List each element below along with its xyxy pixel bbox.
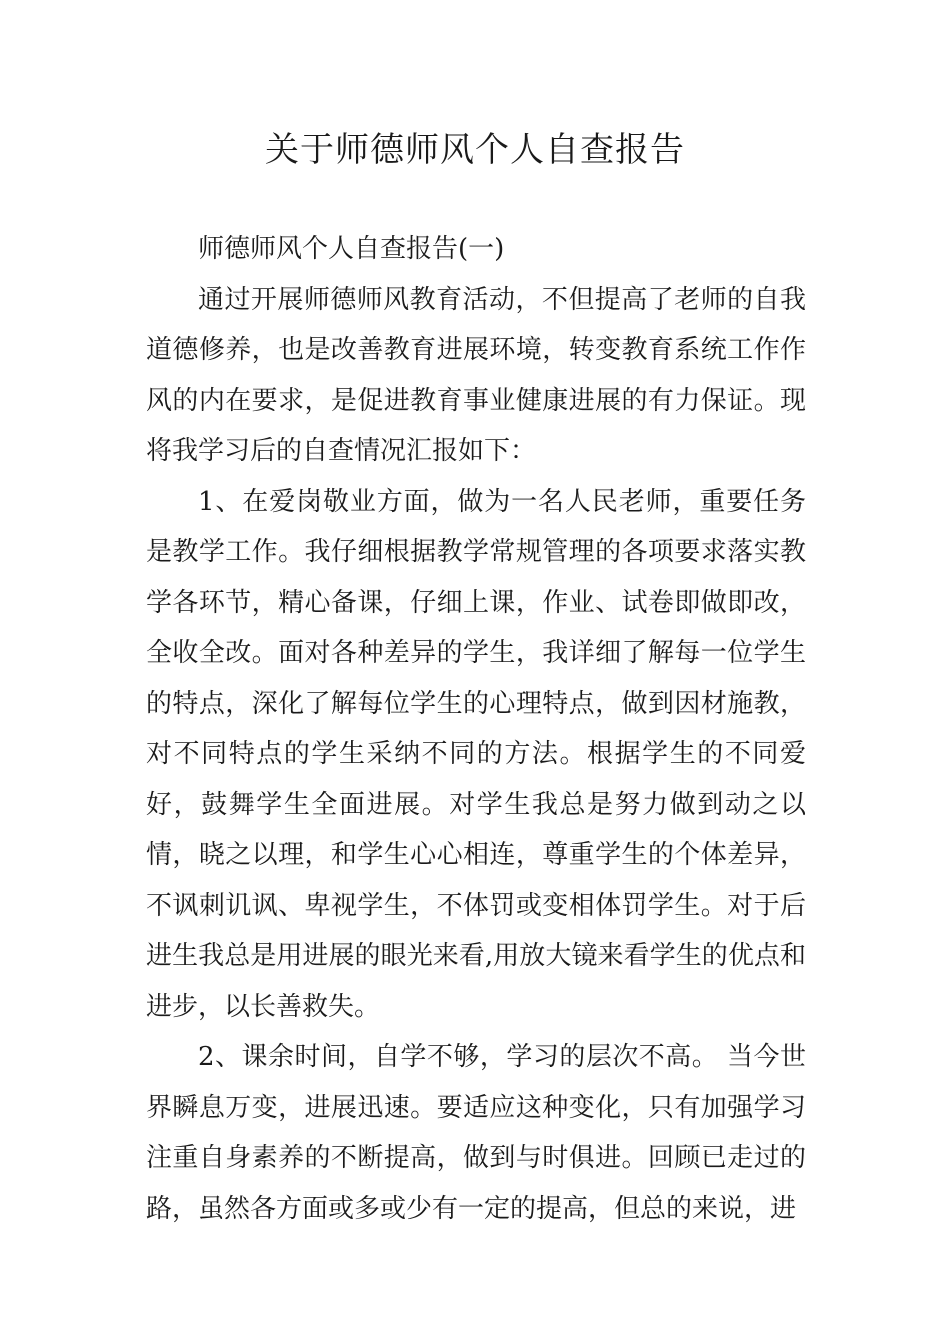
paragraph-intro: 通过开展师德师风教育活动，不但提高了老师的自我道德修养，也是改善教育进展环境，转变教育系统工作作风的内在要求，是促进教育事业健康进展的有力保证。现将我学习后的自查情况汇报如下： [146, 284, 806, 466]
paragraph-item-1: 1、在爱岗敬业方面，做为一名人民老师，重要任务是教学工作。我仔细根据教学常规管理的各项要求落实教学各环节，精心备课，仔细上课，作业、试卷即做即改，全收全改。面对各种差异的学生，我详细了解每一位学生的特点，深化了解每位学生的心理特点，做到因材施教，对不同特点的学生采纳不同的方法。根据学生的不同爱好，鼓舞学生全面进展。对学生我总是努力做到动之以情，晓之以理，和学生心心相连，尊重学生的个体差异，不讽刺讥讽、卑视学生，不体罚或变相体罚学生。对于后进生我总是用进展的眼光来看,用放大镜来看学生的优点和进步，以长善救失。 [146, 486, 806, 1022]
document-title: 关于师德师风个人自查报告 [265, 130, 685, 170]
document-body [146, 224, 806, 1234]
paragraph-subtitle: 师德师风个人自查报告(一) [198, 234, 505, 264]
paragraph-item-2: 2、课余时间，自学不够，学习的层次不高。 当今世界瞬息万变，进展迅速。要适应这种变化，只有加强学习注重自身素养的不断提高，做到与时俱进。回顾已走过的路，虽然各方面或多或少有一定的提高，但总的来说，进 [146, 1042, 806, 1224]
